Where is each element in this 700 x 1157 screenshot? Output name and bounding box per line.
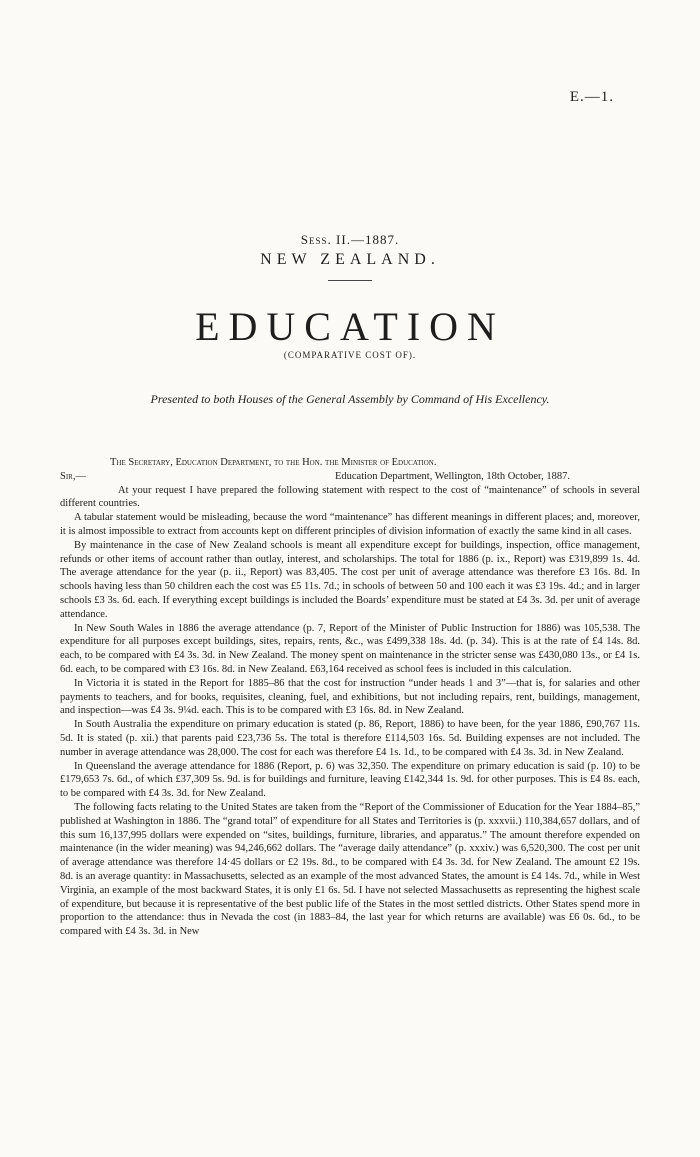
paragraph: In New South Wales in 1886 the average attendance (p. 7, Report of the Minister of Public Instruction for 1886) was 105,538. The expenditure for all purposes except buildings, sites, repairs, rents, &c., was £499,338 18s. 4d. (p. 34). This is at the rate of £4 14s. 8d. each, to be compared with £4 3s. 3d. in New Zealand. The money spent on maintenance in the stricter sense was £430,080 13s., or £4 1s. 6d. each, to be compared with £3 16s. 8d. in New Zealand. £63,164 received as school fees is included in this calculation. [60,622,640,675]
letter-body [60,456,640,939]
paragraph: By maintenance in the case of New Zealand schools is meant all expenditure except for buildings, inspection, office management, refunds or other items of account rather than outlay, interest, and scholarships. The total for 1886 (p. ix., Report) was £319,899 1s. 4d. The average attendance for the year (p. ii., Report) was 83,405. The cost per unit of average attendance was therefore £3 16s. 8d. In schools having less than 50 children each the cost was £5 11s. 7d.; in schools of between 50 and 100 each it was £3 19s. 4d.; and in larger schools £3 3s. 6d. each. If everything except buildings is included the Boards’ expenditure must be stated at £4 3s. 3d. per unit of average attendance. [60,539,640,620]
document-title: EDUCATION [195,304,505,349]
page-reference: E.—1. [569,89,614,105]
session-line: Sess. II.—1887. [300,232,400,247]
paragraph: The following facts relating to the United States are taken from the “Report of the Commissioner of Education for the Year 1884–85,” published at Washington in 1886. The “grand total” of expenditure for all States and Territories is (p. xxxvii.) 110,384,657 dollars, and of this sum 16,137,995 dollars were expended on “sites, buildings, furniture, libraries, and apparatus.” The amount therefore expended on maintenance (in the wider meaning) was 94,246,662 dollars. The “average daily attendance” (p. xxxiv.) was 6,520,300. The cost per unit of average attendance was therefore 14·45 dollars or £2 19s. 8d., to be compared with £4 3s. 3d. for New Zealand. The amount £2 19s. 8d. is an average quantity: in Massachusetts, selected as an example of the most advanced States, the amount is £4 14s. 7d., while in West Virginia, an example of the most backward States, it is only £1 6s. 5d. I have not selected Massachusetts as representing the highest scale of expenditure, but because it is representative of the best public life of the States in the most settled districts. Other States spend more in proportion to the attendance: thus in Nevada the cost (in 1883–84, the last year for which returns are available) was £6 0s. 6d., to be compared with £4 3s. 3d. in New [60,801,640,938]
divider-rule [328,280,372,281]
country-line: NEW ZEALAND. [260,251,440,268]
paragraph: In Queensland the average attendance for 1886 (Report, p. 6) was 32,350. The expenditure on primary education is said (p. 10) to be £179,653 7s. 6d., of which £37,309 5s. 9d. is for buildings and furniture, leaving £142,344 1s. 9d. for other purposes. This is £4 8s. each, to be compared with £4 3s. 3d. for New Zealand. [60,760,640,800]
paragraph: A tabular statement would be misleading, because the word “maintenance” has different meanings in different places; and, moreover, it is almost impossible to extract from accounts kept on different principles of division information of exactly the same kind in all cases. [60,512,640,537]
dateline: Education Department, Wellington, 18th October, 1887. [334,470,570,482]
document-subtitle: (COMPARATIVE COST OF). [283,350,417,360]
salutation-row [60,470,640,484]
presented-line: Presented to both Houses of the General Assembly by Command of His Excellency. [150,392,550,406]
salutation: Sir,— [60,470,86,482]
paragraph: At your request I have prepared the following statement with respect to the cost of “maintenance” of schools in several different countries. [60,484,640,510]
paragraph: In Victoria it is stated in the Report for 1885–86 that the cost for instruction “under heads 1 and 3”—that is, for salaries and other payments to teachers, and for books, requisites, cleaning, fuel, and exhibitions, but not including repairs, rent, buildings, management, and inspection—was £4 3s. 9¼d. each. This is to be compared with £3 16s. 8d. in New Zealand. [60,677,640,717]
paragraph: In South Australia the expenditure on primary education is stated (p. 86, Report, 1886) to have been, for the year 1886, £90,767 11s. 5d. It is stated (p. xii.) that parents paid £23,736 5s. The total is therefore £114,503 16s. 5d. Building expenses are not included. The number in average attendance was 28,000. The cost for each was therefore £4 1s. 1d., to be compared with £4 3s. 3d. in New Zealand. [60,719,640,758]
letter-heading: The Secretary, Education Department, to the Hon. the Minister of Education. [110,457,437,468]
